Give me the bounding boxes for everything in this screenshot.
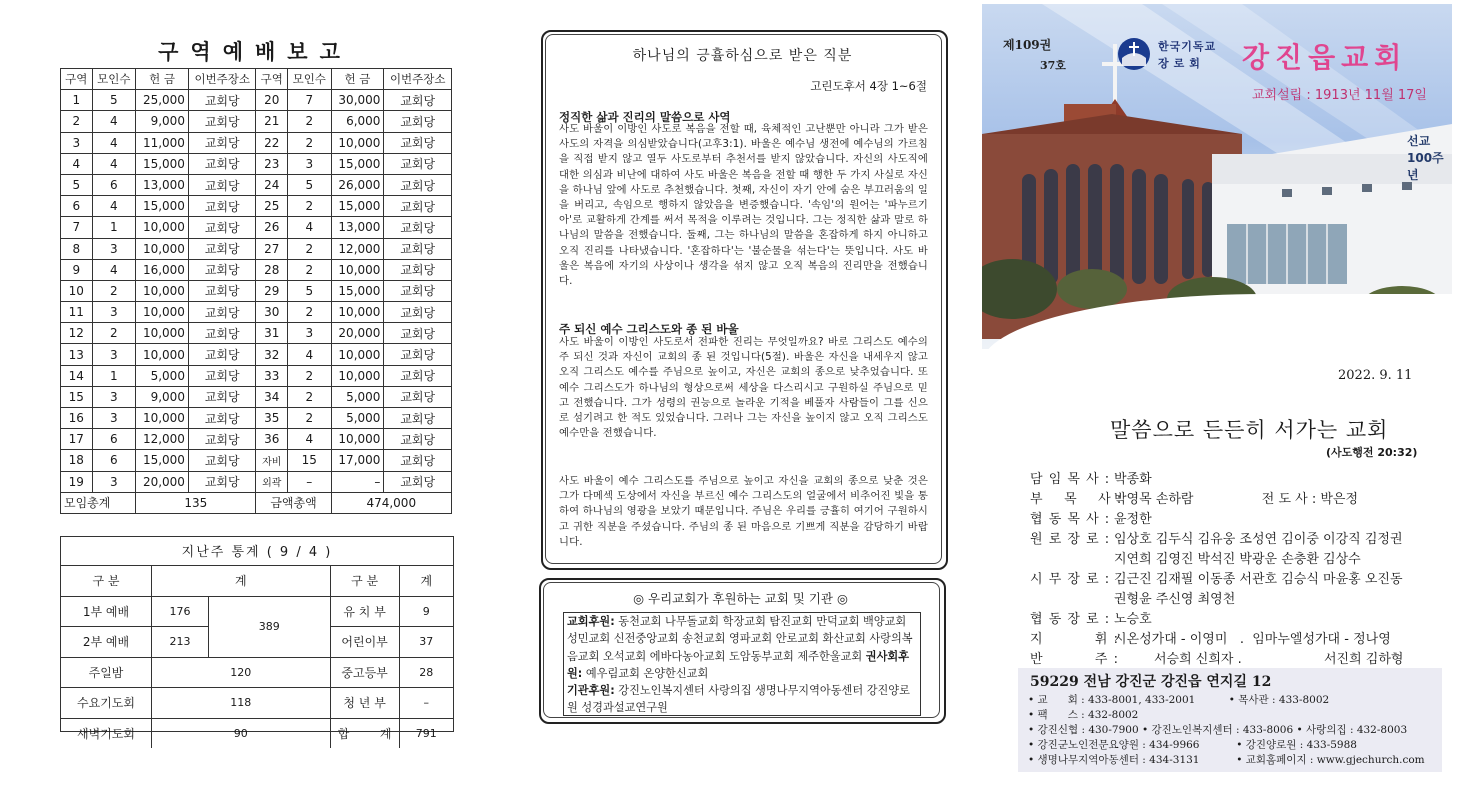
table-cell: 20,000 [136, 471, 189, 492]
support-church-label: 교회후원: [567, 615, 615, 628]
table-cell: 10,000 [136, 323, 189, 344]
table-cell: 교회당 [188, 450, 256, 471]
stats-title: 지난주 통계 ( 9 / 4 ) [181, 545, 333, 560]
sermon-paragraph: 사도 바울이 이방인 사도로서 전파한 진리는 무엇일까요? 바로 그리스도 예수의 주 되신 것과 자신이 교회의 종 된 것입니다(5절). 바울은 자신을 내세우지 않고 오직 그리스도 예수를 주님으로 높이고, 자신은 교회의 종으로 낮추었습니다. 또 예수 그리스도가 하나님의 형상으로써 세상을 다스리시고 구원하실 주님으로 믿고 전했습니다. 그가 성령의 권능으로 놀라운 기적을 베풀자 사람들이 그를 신으로 섬기려고 한 적도 있었습니다. 그러나 그는 자신을 높이지 않고 오직 그리스도 예수만을 전했습니다. [559, 336, 928, 440]
address-line: • 팩 스 : 432-8002 [1028, 709, 1139, 721]
table-cell: 15,000 [331, 153, 384, 174]
table-cell: 외곽 [256, 471, 288, 492]
stats-label: 청 년 부 [330, 688, 399, 719]
support-title: ◎ 우리교회가 후원하는 교회 및 기관 ◎ [633, 591, 848, 606]
table-cell: 교회당 [188, 90, 256, 111]
church-logo-icon [1118, 38, 1150, 70]
staff-active-elders [1030, 570, 1403, 590]
table-cell: 교회당 [384, 429, 452, 450]
table-cell: 6 [92, 174, 136, 195]
table-cell: 13,000 [331, 217, 384, 238]
table-cell: 27 [256, 238, 288, 259]
stats-label: 중고등부 [330, 657, 399, 688]
staff-label: 반 주 : [1030, 652, 1119, 667]
table-cell: 교회당 [188, 238, 256, 259]
stats-value: – [399, 688, 453, 719]
table-cell: 17 [61, 429, 93, 450]
table-header: 이번주장소 [384, 69, 452, 90]
table-cell: 3 [92, 471, 136, 492]
zone-report-title: 구역예배보고 [158, 39, 352, 64]
table-cell: 2 [288, 238, 332, 259]
stats-value: 213 [152, 627, 209, 658]
zone-report-table [60, 68, 452, 514]
table-cell: 교회당 [188, 132, 256, 153]
staff-label: 협 동 장 로 : [1030, 612, 1111, 627]
table-cell: 3 [288, 153, 332, 174]
staff-active-elders-cont: 권형윤 주신영 최영천 [1114, 592, 1236, 607]
table-header: 헌 금 [136, 69, 189, 90]
table-cell: 12 [61, 323, 93, 344]
table-cell: 11 [61, 302, 93, 323]
staff-label: 협 동 목 사 : [1030, 512, 1111, 527]
zone-total-row [61, 492, 452, 513]
table-cell: 교회당 [384, 238, 452, 259]
table-cell: 6 [92, 429, 136, 450]
denomination-line2: 장로회 [1158, 57, 1205, 70]
table-row [61, 132, 452, 153]
table-cell: 10,000 [136, 302, 189, 323]
table-cell: 10,000 [331, 429, 384, 450]
table-header: 모인수 [92, 69, 136, 90]
table-cell: 교회당 [188, 471, 256, 492]
table-row [61, 596, 453, 627]
table-cell: 25,000 [136, 90, 189, 111]
amount-total: 474,000 [331, 492, 451, 513]
sermon-section-title: 주 되신 예수 그리스도와 종 된 바울 [559, 322, 739, 336]
table-cell: 교회당 [384, 90, 452, 111]
table-cell: 4 [92, 196, 136, 217]
table-cell: 10,000 [136, 238, 189, 259]
table-header: 모인수 [288, 69, 332, 90]
staff-value: 김근진 김재필 이동종 서관호 김승식 마윤홍 오진동 [1114, 572, 1403, 587]
table-row [61, 217, 452, 238]
staff-value: 서승희 신희자 . [1154, 652, 1242, 667]
table-cell: 10,000 [331, 302, 384, 323]
table-cell: 4 [92, 153, 136, 174]
table-header-row [61, 69, 452, 90]
table-cell: 4 [61, 153, 93, 174]
bulletin-date: 2022. 9. 11 [1338, 368, 1413, 383]
table-row [61, 386, 452, 407]
table-cell: 5,000 [136, 365, 189, 386]
table-cell: 10,000 [136, 408, 189, 429]
address-line: • 생명나무지역아동센터 : 434-3131 • 교회홈페이지 : www.gjechurch.com [1028, 754, 1425, 766]
table-cell: 31 [256, 323, 288, 344]
table-cell: 15,000 [136, 450, 189, 471]
table-row [61, 111, 452, 132]
table-cell: 교회당 [384, 153, 452, 174]
table-cell: 3 [61, 132, 93, 153]
last-week-stats [60, 536, 454, 741]
total-count: 135 [136, 492, 256, 513]
staff-coop-pastor [1030, 510, 1152, 530]
table-row [61, 365, 452, 386]
staff-accompanist-2: 서진희 김하형 [1324, 652, 1404, 667]
table-row [61, 238, 452, 259]
table-cell: 29 [256, 280, 288, 301]
stats-value: 176 [152, 596, 209, 627]
table-cell: 교회당 [384, 259, 452, 280]
table-cell: 14 [61, 365, 93, 386]
address-line: • 강진신협 : 430-7900 • 강진노인복지센터 : 433-8006 • 사랑의집 : 432-8003 [1028, 724, 1408, 736]
church-address: 59229 전남 강진군 강진읍 연지길 12 [1030, 674, 1272, 690]
table-cell: 2 [288, 132, 332, 153]
sermon-section-title: 정직한 삶과 진리의 말씀으로 사역 [559, 110, 731, 124]
table-cell: 13 [61, 344, 93, 365]
table-cell: 9,000 [136, 386, 189, 407]
table-cell: 3 [92, 386, 136, 407]
stats-value: 37 [399, 627, 453, 658]
table-cell: 교회당 [188, 386, 256, 407]
stats-label: 합 계 [330, 718, 399, 748]
stats-value: 120 [152, 657, 331, 688]
stats-label: 새벽기도회 [61, 718, 152, 748]
table-cell: 2 [92, 280, 136, 301]
table-cell: 4 [288, 344, 332, 365]
staff-label: 부 목 사 : [1030, 492, 1123, 507]
staff-label: 시 무 장 로 : [1030, 572, 1111, 587]
staff-value: 박종화 [1114, 472, 1152, 487]
table-cell: 교회당 [384, 302, 452, 323]
table-cell: 3 [288, 323, 332, 344]
stats-value: 389 [209, 596, 331, 657]
table-cell: 15,000 [331, 280, 384, 301]
address-line: • 교 회 : 433-8001, 433-2001 • 목사관 : 433-8002 [1028, 694, 1330, 706]
table-cell: 24 [256, 174, 288, 195]
table-cell: 교회당 [188, 111, 256, 132]
table-cell: 8 [61, 238, 93, 259]
denomination-line1: 한국기독교 [1158, 40, 1217, 53]
stats-value: 118 [152, 688, 331, 719]
table-cell: 교회당 [188, 344, 256, 365]
sermon-paragraph: 사도 바울이 이방인 사도로 복음을 전할 때, 육체적인 고난뿐만 아니라 그가 받은 사도의 자격을 의심받았습니다(고후3:1). 바울은 예수님 생전에 예수님의 가르침을 직접 받지 않고 열두 사도로부터 추천서를 받지 않았습니다. 자신의 사도직에 대한 의심과 비난에 대하여 사도 바울은 복음을 전할 때 행한 두 가지 사실로 자신을 하나님 앞에 사도로 추천했습니다. 첫째, 자신이 자기 안에 숨은 부끄러움의 일을 버리고, 속임으로 행하지 않았음을 변증했습니다. '속임'의 원어는 '파누르기아'로 교활하게 간계를 써서 목적을 이루려는 것입니다. 그는 정직한 삶과 말로 하나님의 말씀을 전했습니다. 둘째, 그는 하나님의 말씀을 혼잡하게 하지 아니하고 오직 진리를 나타냈습니다. '혼잡하다'는 '불순물을 섞는다'는 뜻입니다. 사도 바울은 복음에 자기의 사상이나 생각을 섞지 않고 오직 복음의 진리만을 전했습니다. [559, 123, 928, 288]
table-row [61, 688, 453, 719]
table-cell: 2 [288, 302, 332, 323]
table-cell: 2 [61, 111, 93, 132]
table-cell: 10,000 [136, 280, 189, 301]
table-cell: 교회당 [384, 217, 452, 238]
table-cell: 26 [256, 217, 288, 238]
stats-label: 2부 예배 [61, 627, 152, 658]
table-row [61, 408, 452, 429]
table-cell: 26,000 [331, 174, 384, 195]
table-cell: 1 [92, 217, 136, 238]
table-row [61, 657, 453, 688]
table-row [61, 280, 452, 301]
table-cell: 교회당 [384, 323, 452, 344]
table-cell: 18 [61, 450, 93, 471]
table-cell: 교회당 [188, 323, 256, 344]
table-cell: 9,000 [136, 111, 189, 132]
table-cell: 교회당 [188, 365, 256, 386]
table-row [61, 90, 452, 111]
table-cell: 6,000 [331, 111, 384, 132]
table-cell: 교회당 [188, 259, 256, 280]
stats-header: 계 [399, 566, 453, 597]
stats-value: 90 [152, 718, 331, 748]
table-cell: 10,000 [136, 217, 189, 238]
table-row [61, 429, 452, 450]
table-cell: 3 [92, 302, 136, 323]
table-cell: 교회당 [188, 217, 256, 238]
staff-value: 박은정 [1320, 492, 1359, 507]
table-cell: 2 [288, 196, 332, 217]
sermon-reference: 고린도후서 4장 1~6절 [810, 79, 927, 93]
table-cell: 10,000 [331, 132, 384, 153]
table-cell: 교회당 [188, 302, 256, 323]
table-header: 구역 [61, 69, 93, 90]
founded-date: 교회설립 : 1913년 11월 17일 [1252, 88, 1427, 103]
table-cell: 7 [61, 217, 93, 238]
table-cell: 15 [61, 386, 93, 407]
stats-label: 어린이부 [330, 627, 399, 658]
table-cell: 33 [256, 365, 288, 386]
table-cell: 1 [61, 90, 93, 111]
table-cell: 30 [256, 302, 288, 323]
table-cell: 5 [61, 174, 93, 195]
table-header: 구역 [256, 69, 288, 90]
volume-number: 제109권 [1003, 38, 1052, 52]
table-row [61, 323, 452, 344]
support-deacon-label: 권사회후원: [567, 649, 910, 680]
staff-elders [1030, 530, 1403, 550]
staff-label: 담 임 목 사 : [1030, 472, 1111, 487]
table-cell: 20,000 [331, 323, 384, 344]
stats-value: 791 [399, 718, 453, 748]
table-cell: 22 [256, 132, 288, 153]
table-cell: 교회당 [384, 111, 452, 132]
table-cell: 교회당 [384, 450, 452, 471]
table-cell: 15,000 [136, 153, 189, 174]
staff-value: 박영목 손하람 [1114, 492, 1194, 507]
table-header: 헌 금 [331, 69, 384, 90]
table-cell: – [288, 471, 332, 492]
table-cell: 자비 [256, 450, 288, 471]
table-cell: 2 [288, 386, 332, 407]
table-row [61, 302, 452, 323]
table-cell: 4 [92, 259, 136, 280]
support-org-list: 강진노인복지센터 사랑의집 생명나무지역아동센터 강진양로원 성경과설교연구원 [567, 684, 910, 715]
table-cell: 23 [256, 153, 288, 174]
table-cell: 15,000 [331, 196, 384, 217]
building-sign: 선교 100주년 [1407, 134, 1444, 182]
table-cell: 3 [92, 238, 136, 259]
table-cell: 교회당 [384, 132, 452, 153]
issue-number: 37호 [1040, 59, 1066, 72]
table-cell: 교회당 [188, 174, 256, 195]
church-motto: 말씀으로 든든히 서가는 교회 [1110, 418, 1389, 442]
staff-value: 시온성가대 - 이영미 . 임마누엘성가대 - 정나영 [1114, 632, 1391, 647]
table-cell: 5 [92, 90, 136, 111]
table-cell: 19 [61, 471, 93, 492]
table-cell: 교회당 [384, 344, 452, 365]
table-cell: – [331, 471, 384, 492]
table-cell: 교회당 [384, 174, 452, 195]
table-cell: 2 [288, 111, 332, 132]
total-label: 모임총계 [61, 492, 136, 513]
table-row [61, 196, 452, 217]
staff-label: 지 휘 : [1030, 632, 1119, 647]
stats-value: 9 [399, 596, 453, 627]
table-cell: 15,000 [136, 196, 189, 217]
table-row [61, 174, 452, 195]
table-cell: 12,000 [331, 238, 384, 259]
table-cell: 교회당 [188, 196, 256, 217]
table-cell: 교회당 [384, 196, 452, 217]
staff-value: 노승호 [1114, 612, 1152, 627]
table-cell: 10,000 [331, 259, 384, 280]
table-cell: 1 [92, 365, 136, 386]
table-cell: 10,000 [136, 344, 189, 365]
table-cell: 16,000 [136, 259, 189, 280]
table-cell: 5 [288, 280, 332, 301]
staff-value: 윤정한 [1114, 512, 1152, 527]
table-cell: 4 [288, 217, 332, 238]
table-cell: 16 [61, 408, 93, 429]
table-cell: 4 [92, 132, 136, 153]
table-cell: 7 [288, 90, 332, 111]
table-cell: 교회당 [384, 280, 452, 301]
table-row [61, 153, 452, 174]
table-cell: 30,000 [331, 90, 384, 111]
motto-reference: (사도행전 20:32) [1326, 446, 1418, 459]
table-cell: 교회당 [384, 471, 452, 492]
table-row [61, 471, 452, 492]
table-cell: 3 [92, 344, 136, 365]
table-cell: 2 [288, 408, 332, 429]
table-cell: 35 [256, 408, 288, 429]
table-cell: 교회당 [384, 365, 452, 386]
staff-label: 전 도 사 : [1261, 492, 1317, 507]
table-cell: 28 [256, 259, 288, 280]
table-cell: 5 [288, 174, 332, 195]
support-church-list: 동천교회 나무돌교회 학장교회 탐진교회 만덕교회 백양교회 성민교회 신전중앙교회 송천교회 영파교회 안로교회 화산교회 사랑의복음교회 오석교회 에바다농아교회 도암동부교회 제주한울교회 [567, 615, 913, 663]
table-cell: 5,000 [331, 408, 384, 429]
table-cell: 교회당 [188, 280, 256, 301]
amount-label: 금액총액 [256, 492, 331, 513]
table-cell: 32 [256, 344, 288, 365]
stats-header: 구 분 [61, 566, 152, 597]
stats-label: 유 치 부 [330, 596, 399, 627]
table-cell: 10 [61, 280, 93, 301]
stats-header: 계 [152, 566, 331, 597]
table-cell: 10,000 [331, 344, 384, 365]
table-header: 이번주장소 [188, 69, 256, 90]
table-row [61, 566, 453, 597]
table-cell: 36 [256, 429, 288, 450]
table-cell: 5,000 [331, 386, 384, 407]
table-cell: 11,000 [136, 132, 189, 153]
table-cell: 2 [288, 259, 332, 280]
table-cell: 2 [92, 323, 136, 344]
table-cell: 교회당 [188, 153, 256, 174]
table-cell: 9 [61, 259, 93, 280]
staff-elders-cont: 지연희 김영진 박석진 박광운 손충환 김상수 [1114, 552, 1361, 567]
table-cell: 12,000 [136, 429, 189, 450]
staff-accompanist [1030, 650, 1242, 670]
table-cell: 2 [288, 365, 332, 386]
staff-label: 원 로 장 로 : [1030, 532, 1111, 547]
table-cell: 25 [256, 196, 288, 217]
table-cell: 4 [288, 429, 332, 450]
table-cell: 13,000 [136, 174, 189, 195]
table-cell: 4 [92, 111, 136, 132]
table-cell: 교회당 [188, 408, 256, 429]
table-row [61, 718, 453, 748]
sermon-title: 하나님의 긍휼하심으로 받은 직분 [632, 48, 853, 64]
table-cell: 20 [256, 90, 288, 111]
table-cell: 교회당 [384, 408, 452, 429]
support-org-label: 기관후원: [567, 684, 615, 698]
stats-label: 수요기도회 [61, 688, 152, 719]
stats-label: 주일밤 [61, 657, 152, 688]
stats-header: 구 분 [330, 566, 399, 597]
address-line: • 강진군노인전문요양원 : 434-9966 • 강진양로원 : 433-5988 [1028, 739, 1357, 751]
table-cell: 34 [256, 386, 288, 407]
table-row [61, 344, 452, 365]
table-cell: 17,000 [331, 450, 384, 471]
sermon-paragraph: 사도 바울이 예수 그리스도를 주님으로 높이고 자신을 교회의 종으로 낮춘 것은 그가 다메섹 도상에서 자신을 부르신 예수 그리스도의 얼굴에서 비추어진 빛을 통하여 하나님의 영광을 보았기 때문입니다. 주님은 우리를 긍휼히 여기어 구원하시고 귀한 직분을 주셨습니다. 주님의 종 된 마음으로 기쁘게 직분을 감당하기 바랍니다. [559, 475, 928, 548]
staff-conductor [1030, 630, 1391, 650]
table-cell: 15 [288, 450, 332, 471]
support-list [563, 612, 921, 716]
staff-associate [1030, 490, 1358, 510]
table-cell: 21 [256, 111, 288, 132]
stats-label: 1부 예배 [61, 596, 152, 627]
church-name: 강진읍교회 [1242, 41, 1408, 74]
table-cell: 교회당 [384, 386, 452, 407]
stats-table [61, 565, 453, 748]
table-cell: 10,000 [331, 365, 384, 386]
table-cell: 3 [92, 408, 136, 429]
staff-value: 임상호 김두식 김유웅 조성연 김이중 이강직 김정권 [1114, 532, 1403, 547]
table-row [61, 259, 452, 280]
staff-coop-elder [1030, 610, 1152, 630]
support-deacon-list: 예우림교회 온양한신교회 [585, 666, 709, 680]
stats-value: 28 [399, 657, 453, 688]
zone-report-body [61, 90, 452, 493]
table-row [61, 450, 452, 471]
table-cell: 교회당 [188, 429, 256, 450]
staff-senior-pastor [1030, 470, 1152, 490]
table-cell: 6 [92, 450, 136, 471]
table-cell: 6 [61, 196, 93, 217]
